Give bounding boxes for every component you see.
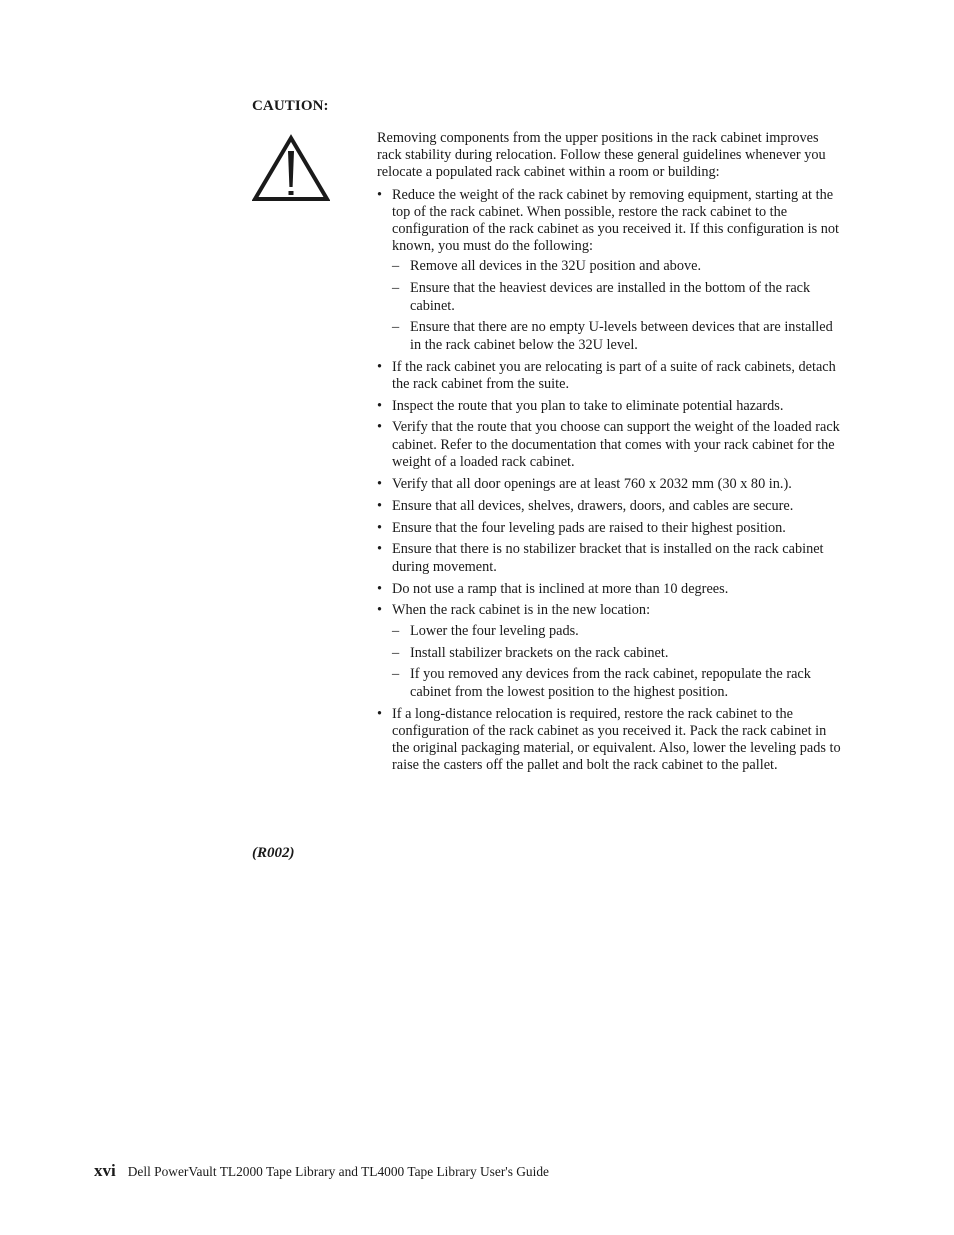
sub-list-item: – Install stabilizer brackets on the rack cabinet. [392,645,845,662]
sub-list-item: – If you removed any devices from the rack cabinet, repopulate the rack cabinet from the lowest position to the highest position. [392,666,845,700]
list-item [377,359,845,393]
list-item-text: Reduce the weight of the rack cabinet by removing equipment, starting at the top of the rack cabinet. When possible, restore the rack cabinet to the configuration of the rack cabinet as you received it. If this configuration is not known, you must do the following: [392,186,840,255]
book-title: Dell PowerVault TL2000 Tape Library and TL4000 Tape Library User's Guide [127,1164,549,1179]
sub-list-item: – Lower the four leveling pads. [392,623,845,640]
list-item-text: When the rack cabinet is in the new location: [392,602,651,619]
page-number: xvi [94,1161,116,1180]
reference-code: (R002) [252,845,295,861]
list-item [377,581,845,598]
sub-list-item: – Remove all devices in the 32U position and above. [392,258,845,275]
sub-list-item: – Ensure that the heaviest devices are installed in the bottom of the rack cabinet. [392,280,845,314]
list-item [377,187,845,354]
page-footer [94,1161,549,1181]
list-item [377,602,845,700]
list-item [377,706,845,775]
list-item [377,541,845,575]
guideline-list [377,187,845,775]
list-item-text: Inspect the route that you plan to take to eliminate potential hazards. [392,397,784,414]
sub-list-item: – Ensure that there are no empty U-levels between devices that are installed in the rack cabinet below the 32U level. [392,319,845,353]
list-item [377,476,845,493]
list-item-text: If the rack cabinet you are relocating is part of a suite of rack cabinets, detach the rack cabinet from the suite. [392,358,836,392]
list-item-text: Verify that all door openings are at least 760 x 2032 mm (30 x 80 in.). [392,475,792,492]
sub-list [392,258,845,353]
caution-body [377,130,845,779]
list-item-text: Ensure that the four leveling pads are raised to their highest position. [392,519,786,536]
list-item [377,398,845,415]
sub-list [392,623,845,701]
caution-intro: Removing components from the upper positions in the rack cabinet improves rack stability during relocation. Follow these general guidelines whenever you relocate a populated rack cabinet within a room or building: [377,130,826,181]
caution-heading: CAUTION: [252,98,329,114]
list-item-text: Ensure that there is no stabilizer bracket that is installed on the rack cabinet during movement. [392,541,824,575]
list-item-text: Ensure that all devices, shelves, drawers, doors, and cables are secure. [392,497,794,514]
list-item [377,520,845,537]
list-item-text: Do not use a ramp that is inclined at more than 10 degrees. [392,580,729,597]
list-item-text: Verify that the route that you choose can support the weight of the loaded rack cabinet. Refer to the documentation that comes with your rack cabinet for the weight of a loaded rack cabinet. [392,419,840,470]
list-item-text: If a long-distance relocation is required, restore the rack cabinet to the configuration of the rack cabinet as you received it. Pack the rack cabinet in the original packaging material, or equivalent. Also, lower the leveling pads to raise the casters off the pallet and bolt the rack cabinet to the pallet. [392,705,841,774]
list-item [377,498,845,515]
warning-triangle-icon [252,134,330,202]
list-item [377,419,845,471]
